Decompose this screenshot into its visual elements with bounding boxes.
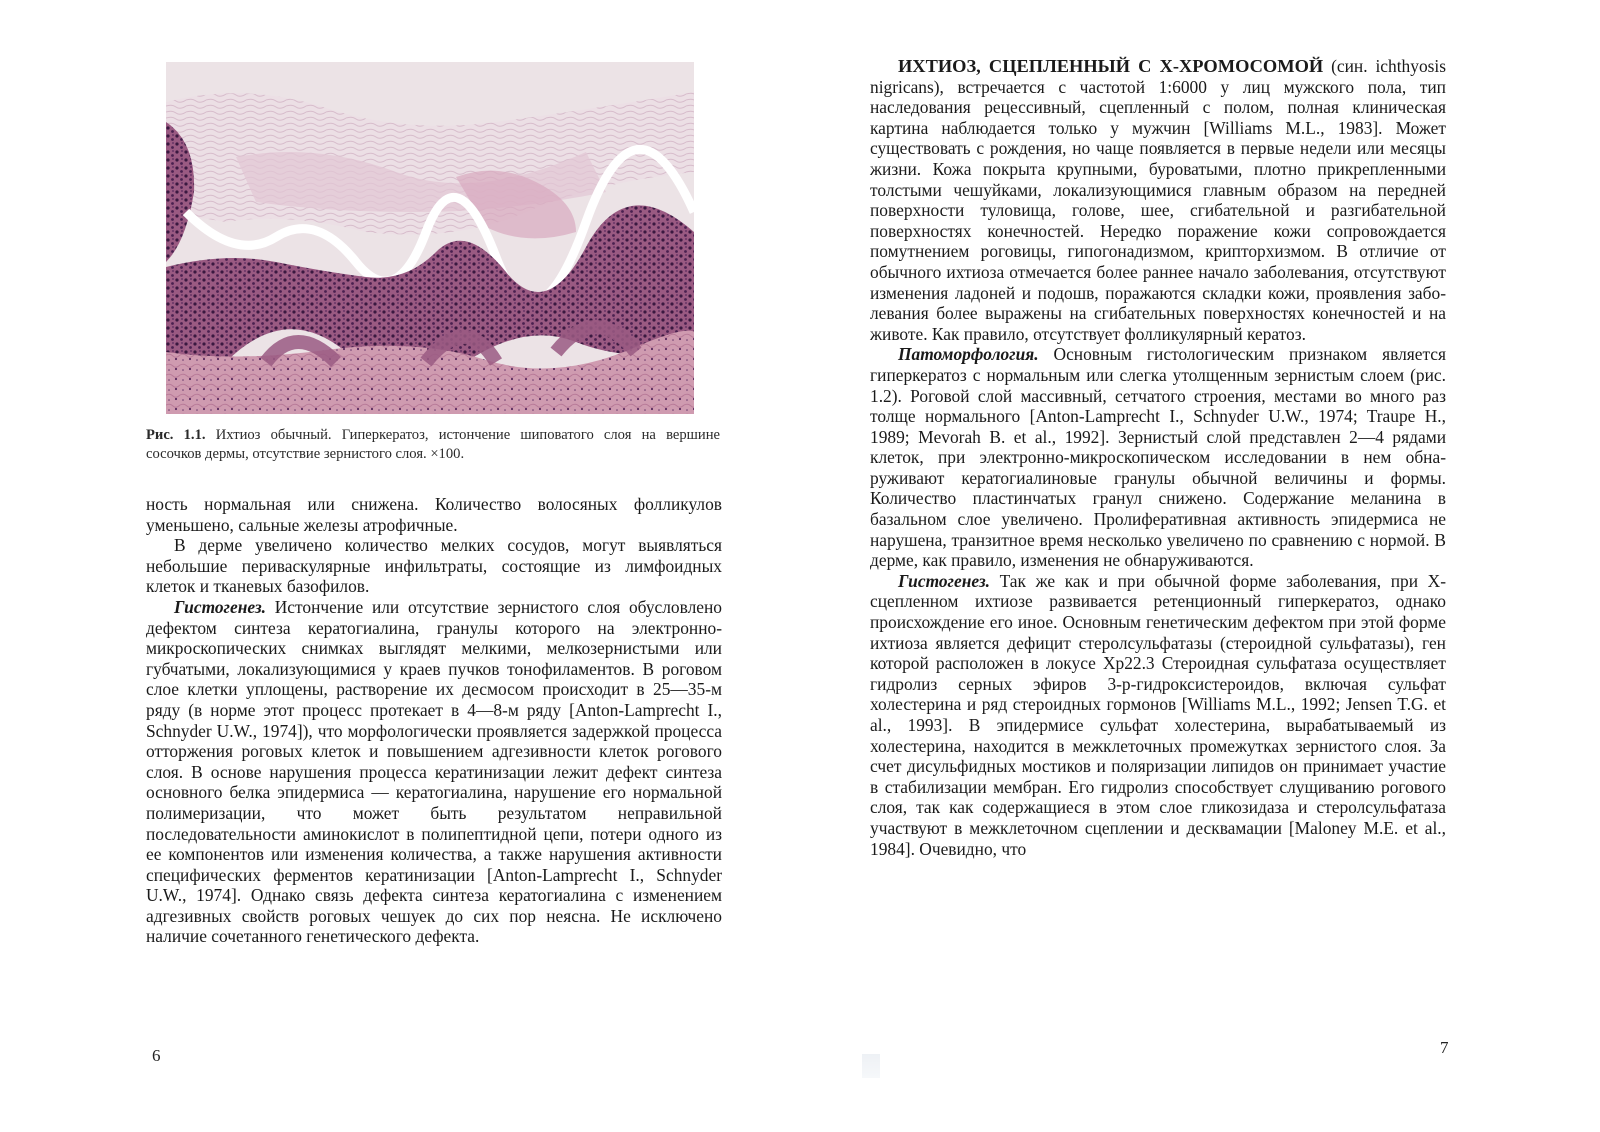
section-heading-pathomorphology: Патоморфология.	[898, 344, 1039, 365]
left-paragraph-3	[146, 597, 722, 947]
left-body-text	[146, 494, 722, 947]
left-paragraph-1: ность нормальная или снижена. Количество волосяных фолликулов уменьшено, сальные железы атрофичные.	[146, 494, 722, 535]
page-number-right: 7	[1440, 1038, 1449, 1057]
histology-micrograph-image	[166, 62, 694, 414]
figure-caption	[146, 426, 720, 464]
section-heading-histogenesis: Гистогенез.	[174, 596, 266, 617]
right-paragraph-2	[870, 344, 1446, 571]
right-paragraph-3-text: Так же как и при обычной форме заболевания, при Х-сцепленном ихтиозе развивается ретенционный гиперкератоз, однако происхождение его иное. Основным генетическим дефектом при этой форме ихтиоза является дефицит стеролсульфатазы (стероидной сульфатазы), ген которой расположен в локусе Хр22.3 Стероидная сульфатаза осуществляет гидролиз серных эфиров 3-р-гидроксистероидов, включая сульфат холестерина и ряд стероидных гормонов [Williams M.L., 1992; Jensen T.G. et al., 1993]. В эпидермисе сульфат холестерина, вырабатываемый из холестерина, находится в межклеточных промежутках зернистого слоя. За счет дисульфидных мостиков и поляризации липидов он принимает участие в стабилизации мембран. Его гидролиз способствует слущиванию рогового слоя, так как содержащиеся в этом слое гликозидаза и стеролсульфатаза участвуют в межклеточном сцеплении и десквамации [Maloney M.E. et al., 1984]. Очевидно, что	[870, 570, 1446, 859]
figure-caption-label: Рис. 1.1.	[146, 427, 206, 443]
right-paragraph-2-text: Основным гистологическим признаком является гиперкератоз с нормальным или слегка утолщенным зернистым слоем (рис. 1.2). Роговой слой массивный, сетчатого строения, местами во много раз толще нормального [Anton-Lamprecht I., Schnyder U.W., 1974; Traupe H., 1989; Mevorah B. et al., 1992]. Зернистый слой представлен 2—4 рядами клеток, при электронно-микроскопическом исследовании в нем обнаруживают кератогиалиновые гранулы обычной величины и формы. Количество пластинчатых гранул снижено. Содержание меланина в базальном слое увеличено. Пролиферативная активность эпидермиса не нарушена, транзитное время несколько увеличено по сравнению с нормой. В дерме, как правило, изменения не обнаруживаются.	[870, 344, 1446, 571]
right-paragraph-3	[870, 571, 1446, 859]
histology-figure	[166, 62, 694, 414]
section-title-x-linked: ИХТИОЗ, СЦЕПЛЕННЫЙ С Х-ХРОМОСОМОЙ	[898, 56, 1324, 76]
section-heading-histogenesis-right: Гистогенез.	[898, 570, 990, 591]
right-paragraph-1	[870, 56, 1446, 344]
left-paragraph-2: В дерме увеличено количество мелких сосудов, могут выявляться небольшие периваскулярные инфильтраты, состоящие из лимфоидных клеток и тканевых базофилов.	[146, 535, 722, 597]
right-paragraph-1-text: (син. ichthyosis nigricans), встречается с частотой 1:6000 у лиц мужского пола, тип наследования рецессивный, сцепленный с полом, полная клиническая картина наблюдается только у мужчин [Williams M.L., 1983]. Может существовать с рождения, но чаще появляется в первые недели или месяцы жизни. Кожа покрыта крупными, буроватыми, плотно прикрепленными толстыми чешуйками, локализующимися главным образом на передней поверхности туловища, голове, шее, сгибательной и разгибательной поверхностях конечностей. Нередко поражение кожи сопровождается помутнением роговицы, гипогонадизмом, крипторхизмом. В отличие от обычного ихтиоза отмечается более раннее начало заболевания, отсутствуют изменения ладоней и подошв, поражаются складки кожи, проявления заболевания более выражены на сгибательных поверхностях конечностей и на животе. Как правило, отсутствует фолликулярный кератоз.	[870, 56, 1447, 344]
scan-shadow	[862, 1054, 880, 1078]
figure-caption-text: Ихтиоз обычный. Гиперкератоз, истончение шиповатого слоя на вершине сосочков дермы, отсутствие зернистого слоя. ×100.	[146, 427, 720, 462]
left-paragraph-3-text: Истончение или отсутствие зернистого слоя обусловлено дефектом синтеза кератогиалина, гранулы которого на электронно-микроскопических снимках выглядят мелкими, мелкозернистыми или губчатыми, локализующимися у краев пучков тонофиламентов. В роговом слое клетки уплощены, растворение их десмосом происходит в 25—35-м ряду (в норме этот процесс протекает в 4—8-м ряду [Anton-Lamprecht I., Schnyder U.W., 1974]), что морфологически проявляется задержкой процесса отторжения роговых клеток и повышением адгезивности клеток рогового слоя. В основе нарушения процесса кератинизации лежит дефект синтеза основного белка эпидермиса — кератогиалина, нарушение его нормальной полимеризации, что может быть результатом неправильной последовательности аминокислот в полипептидной цепи, потери одного из ее компонентов или изменения количества, а также нарушения активности специфических ферментов кератинизации [Anton-Lamprecht I., Schnyder U.W., 1974]. Однако связь дефекта синтеза кератогиалина с изменением адгезивных свойств роговых чешуек до сих пор неясна. Не исключено наличие сочетанного генетического дефекта.	[146, 596, 722, 947]
page-number-left: 6	[152, 1046, 161, 1065]
right-body-text	[870, 56, 1446, 859]
